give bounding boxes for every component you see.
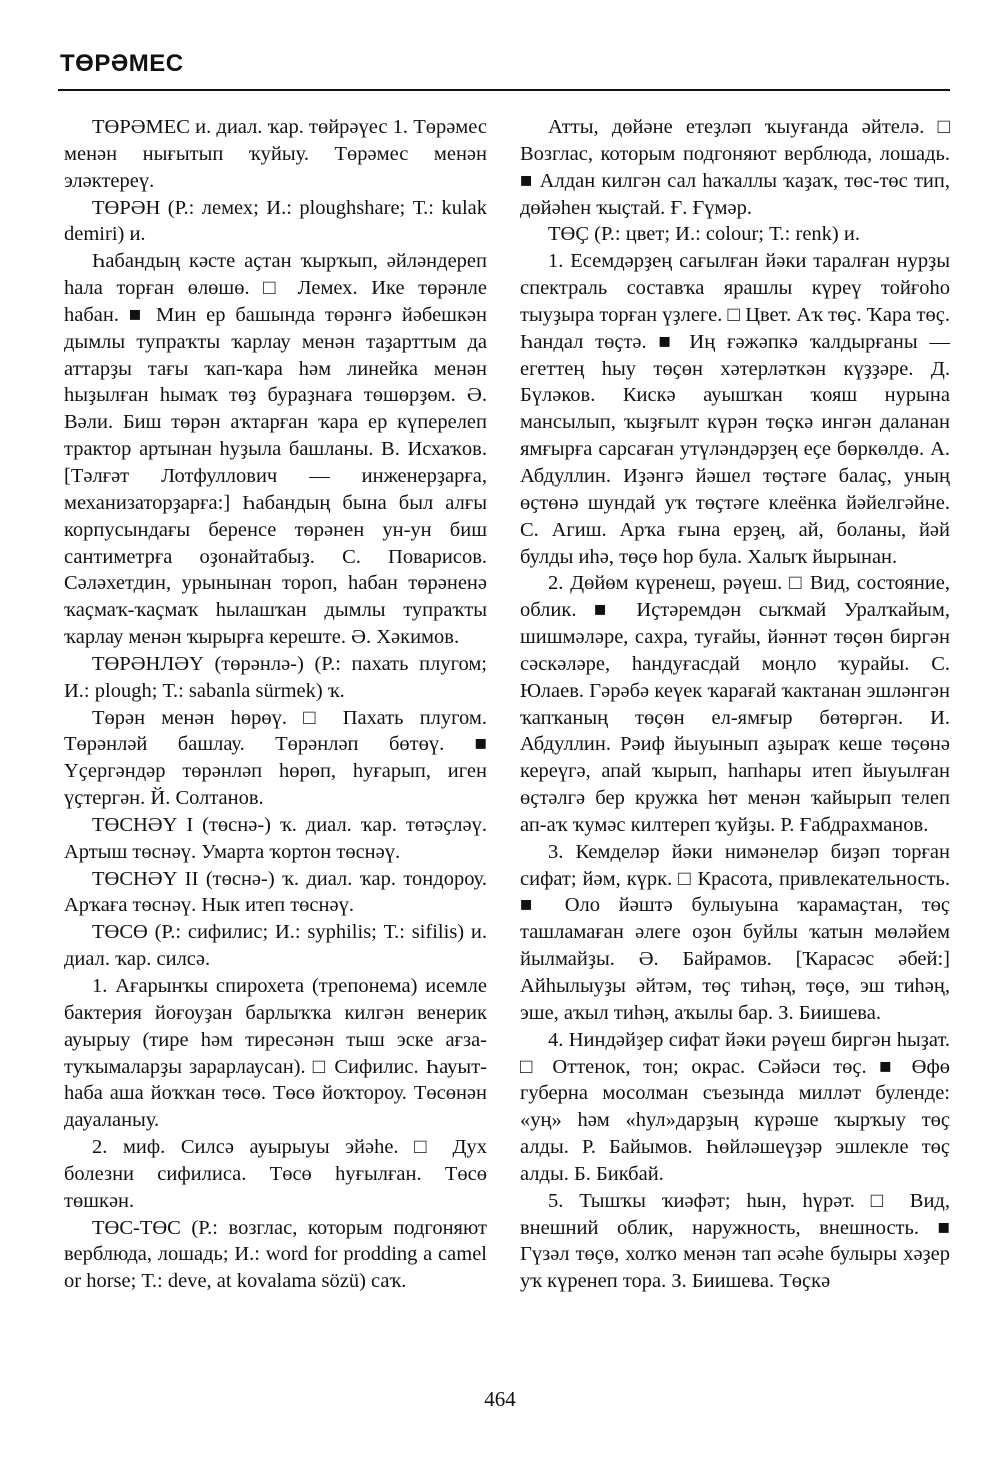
header-rule	[58, 89, 950, 91]
entry-tosnau-2: ТӨСНӘҮ II (төснә-) ҡ. диал. ҡар. тондороу. Арҡаға төснәү. Нык итеп төснәү.	[64, 867, 487, 917]
right-column	[520, 114, 950, 1295]
entry-tos-tos: ТӨС-ТӨС (Р.: возглас, которым подгоняют верблюда, лошадь; И.: word for prodding a camel or horse; Т.: deve, at kovalama sözü) саҡ.	[64, 1216, 487, 1293]
entry-toranlau: ТӨРӘНЛӘҮ (төрәнлә-) (Р.: пахать плугом; И.: plough; Т.: sabanla sürmek) ҡ.	[64, 652, 487, 702]
left-column	[64, 114, 487, 1295]
entry-tosnau-1: ТӨСНӘҮ I (төснә-) ҡ. диал. ҡар. төтәҫләү. Артыш төснәү. Умарта ҡортон төснәү.	[64, 813, 487, 863]
entry-tos-tos-definition: Атты, дөйәне етеҙләп ҡыуғанда әйтелә. □ Возглас, которым подгоняют верблюда, лошадь. ■ Алдан килгән сал һаҡаллы ҡаҙаҡ, төс-төс тип, дөйәһен ҡыҫтай. Ғ. Ғүмәр.	[520, 116, 950, 219]
running-head: ТӨРӘМЕС	[60, 50, 184, 77]
entry-toran-definition: Һабандың кәсте аҫтан ҡырҡып, әйләндереп һала торған өлөшө. □ Лемех. Ике төрәнле һабан. ■ Мин ер башында төрәнгә йәбешкән дымлы тупраҡты ҡарлау менән таҙарттым да аттарҙы тағы ҡап-ҡара һәм линейка менән һыҙылған һымаҡ төҙ бураҙнаға төшөрҙөм. Ә. Вәли. Биш төрән аҡтарған ҡара ер күперелеп трактор артынан һуҙыла башланы. В. Исхаҡов. [Тәлғәт Лотфуллович — инженерҙарға, механизаторҙарға:] Һабандың бына был алғы корпусындағы беренсе төрәнен ун-ун биш сантиметрға оҙонайтабыҙ. С. Поварисов. Сәләхетдин, урынынан тороп, һабан төрәненә ҡаҫмаҡ-ҡаҫмаҡ һылашҡан дымлы тупраҡты ҡарлау менән ҡырырға кереште. Ә. Хәкимов.	[64, 250, 487, 649]
entry-toso: ТӨСӨ (Р.: сифилис; И.: syphilis; Т.: sifilis) и. диал. ҡар. силсә.	[64, 921, 487, 971]
entry-toso-sense-1: 1. Ағарынҡы спирохета (трепонема) исемле бактерия йоғоуҙан барлыҡҡа килгән венерик ауырыу (тире һәм тиресәнән тыш эске ағза-туҡымаларҙы зарарлаусан). □ Сифилис. Һауыт-һаба аша йоҡҡан төсө. Төсө йоҡтороу. Төсөнән дауаланыу.	[64, 975, 487, 1132]
entry-toran: ТӨРӘН (Р.: лемех; И.: ploughshare; Т.: kulak demiri) и.	[64, 196, 487, 246]
entry-tos-sense-1: 1. Есемдәрҙең сағылған йәки таралған нурҙы спектраль составҡа ярашлы күреү тойғоһо тыуҙыра торған үҙлеге. □ Цвет. Аҡ төҫ. Ҡара төҫ. Һандал төҫтә. ■ Иң ғәжәпкә ҡалдырғаны — егеттең һыу төҫөн хәтерләткән күҙҙәре. Д. Бүләков. Кискә ауышҡан ҡояш нурына мансылып, ҡыҙғылт күрән төҫкә ингән даланан ямғырға сарсаған утүләндәрҙең еҫе бөркөлдө. А. Абдуллин. Иҙәнгә йәшел төҫтәге балаҫ, уның өҫтөнә шундай уҡ төҫтәге клеёнка йәйелгәйне. С. Агиш. Арҡа ғына ерҙең, ай, боланы, йәй булды иһә, төҫө һор була. Халыҡ йырынан.	[520, 250, 950, 568]
page-number: 464	[484, 1387, 516, 1411]
entry-tos-sense-2: 2. Дөйөм күренеш, рәүеш. □ Вид, состояние, облик. ■ Иҫтәремдән сыҡмай Уралҡайым, шишмәләре, сахра, туғайы, йәннәт төҫөн биргән сәскәләре, һандуғасдай моңло ҡурайы. С. Юлаев. Гәрәбә кеүек ҡарағай ҡактанан эшләнгән ҡапҡаның төҫөн ел-ямғыр бөтөргән. И. Абдуллин. Рәиф йыуынып аҙыраҡ кеше төҫөнә кереүгә, апай ҡырып, һапһары итеп йыуылған өҫтәлгә бер кружка һөт менән ҡайырып телеп ап-аҡ ҡумәс килтереп ҡуйҙы. Р. Ғабдрахманов.	[520, 572, 950, 836]
entry-toso-sense-2: 2. миф. Силсә ауырыуы эйәһе. □ Дух болезни сифилиса. Төсө һуғылған. Төсө төшкән.	[64, 1136, 487, 1212]
entry-tos-sense-5: 5. Тышҡы ҡиәфәт; һын, һүрәт. □ Вид, внешний облик, наружность, внешность. ■ Гүзәл төҫө, холҡо менән тап әсәһе булыры хәҙер уҡ күренеп тора. З. Биишева. Төҫкә	[520, 1189, 950, 1293]
entry-tos-sense-4: 4. Ниндәйҙер сифат йәки рәүеш биргән һыҙат. □ Оттенок, тон; окрас. Сәйәси төҫ. ■ Өфө губерна мосолман съезында милләт буленде: «уң» һәм «һул»дарҙың күрәше ҡырҡыу төҫ алды. Р. Байымов. Һөйләшеүҙәр эшлекле төҫ алды. Б. Бикбай.	[520, 1028, 950, 1185]
entry-tos: ТӨҪ (Р.: цвет; И.: colour; Т.: renk) и.	[548, 223, 860, 246]
entry-toramas: ТӨРӘМЕС и. диал. ҡар. төйрәүес 1. Төрәмес менән нығытып ҡуйыу. Төрәмес менән эләктереү.	[64, 116, 487, 192]
entry-tos-sense-3: 3. Кемделәр йәки нимәнеләр биҙәп торған сифат; йәм, күрк. □ Красота, привлекательность. ■ Оло йәштә булыуына ҡарамаҫтан, төҫ ташламаған әлеге оҙон буйлы ҡатын мөләйем йылмайҙы. Ә. Байрамов. [Ҡарасәс әбей:] Айһылыуҙы әйтәм, төҫ тиһәң, төҫө, эш тиһәң, эше, аҡыл тиһәң, аҡылы бар. З. Биишева.	[520, 840, 950, 1024]
entry-toranlau-definition: Төрән менән һөрөү. □ Пахать плугом. Төрәнләй башлау. Төрәнләп бөтөү. ■ Үҫергәндәр төрәнләп һөрөп, һуғарып, иген үҫтергән. Й. Солтанов.	[64, 706, 487, 810]
